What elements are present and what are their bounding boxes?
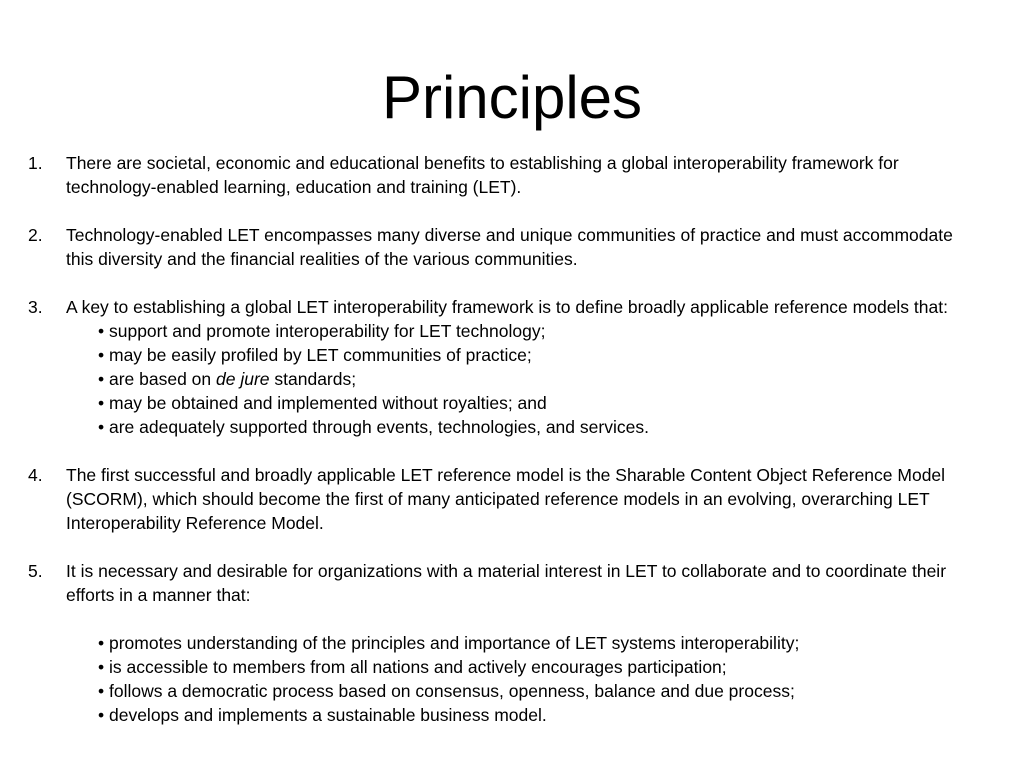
item-text: Technology-enabled LET encompasses many diverse and unique communities of practice and must accommodate this diversity and the financial realities of the various communities. — [66, 225, 953, 269]
bullet-item: • follows a democratic process based on consensus, openness, balance and due process; — [98, 681, 795, 701]
item-text: The first successful and broadly applicable LET reference model is the Sharable Content Object Reference Model (SCORM), which should become the first of many anticipated reference models in an evolving, overarching LET Interoperability Reference Model. — [66, 465, 946, 533]
bullet-text-before: • are based on — [98, 369, 217, 389]
principles-list — [0, 151, 1024, 727]
bullet-text-after: standards; — [269, 369, 357, 389]
item-number: 4. — [28, 465, 43, 485]
item-number: 5. — [28, 561, 43, 581]
bullet-item: • support and promote interoperability for LET technology; — [98, 321, 546, 341]
spacer — [0, 199, 1024, 223]
item-number: 3. — [28, 297, 43, 317]
bullet-item: • are adequately supported through events, technologies, and services. — [98, 417, 649, 437]
item-text: A key to establishing a global LET interoperability framework is to define broadly applicable reference models that: — [66, 297, 948, 317]
slide-title: Principles — [381, 64, 643, 131]
bullet-item: • is accessible to members from all nations and actively encourages participation; — [98, 657, 727, 677]
principle-item-3 — [0, 295, 1024, 439]
principle-item-1 — [0, 151, 1024, 199]
bullet-item: • may be obtained and implemented without royalties; and — [98, 393, 547, 413]
bullet-list — [66, 319, 974, 439]
bullet-item: • promotes understanding of the principles and importance of LET systems interoperability; — [98, 633, 800, 653]
item-number: 1. — [28, 153, 43, 173]
principle-item-5 — [0, 559, 1024, 727]
bullet-list — [66, 631, 974, 727]
bullet-item — [66, 367, 974, 391]
principle-item-2 — [0, 223, 1024, 271]
item-text: There are societal, economic and educational benefits to establishing a global interoperability framework for technology-enabled learning, education and training (LET). — [66, 153, 899, 197]
principle-item-4 — [0, 463, 1024, 535]
bullet-text-italic: de jure — [216, 369, 270, 389]
spacer — [0, 271, 1024, 295]
spacer — [66, 607, 974, 631]
bullet-item: • develops and implements a sustainable business model. — [98, 705, 547, 725]
bullet-item: • may be easily profiled by LET communities of practice; — [98, 345, 532, 365]
spacer — [0, 439, 1024, 463]
item-number: 2. — [28, 225, 43, 245]
item-text: It is necessary and desirable for organizations with a material interest in LET to collaborate and to coordinate their efforts in a manner that: — [66, 561, 947, 605]
spacer — [0, 535, 1024, 559]
